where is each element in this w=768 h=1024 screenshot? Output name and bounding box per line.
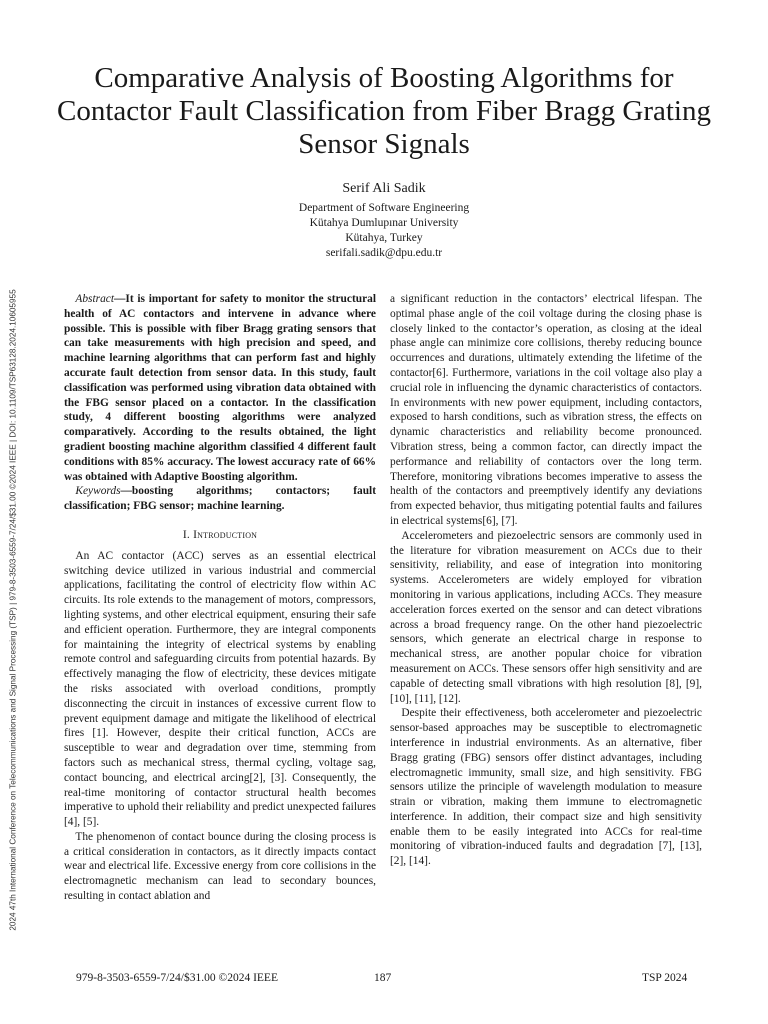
footer-page-number: 187 [374, 972, 392, 984]
section-heading-introduction [64, 528, 376, 543]
right-column [390, 292, 702, 869]
paper-title: Comparative Analysis of Boosting Algorithms for Contactor Fault Classification from Fiber Bragg Grating Sensor Signals [57, 62, 711, 160]
abstract-text: —It is important for safety to monitor the structural health of AC contactors and intervene in advance where possible. This is possible with fiber Bragg grating sensors that can take measurements with high precision and speed, and machine learning algorithms that can perform fast and highly accurate fault detection from sensor data. In this study, fault classification was performed using vibration data obtained with the FBG sensor placed on a contactor. In the classification study, 4 different boosting algorithms were analyzed comparatively. According to the results obtained, the light gradient boosting machine algorithm classified 4 different fault conditions with 85% accuracy. The lowest accuracy rate of 66% was obtained with Adaptive Boosting algorithm. [64, 293, 376, 483]
intro-paragraph-3: Accelerometers and piezoelectric sensors are commonly used in the literature for vibration measurement on ACCs due to their sensitivity, reliability, and ease of integration into monitoring systems. Accelerometers are widely employed for vibration monitoring in various applications, including ACCs. They measure acceleration forces exerted on the sensor and can detect vibrations across a broad frequency range. On the other hand piezoelectric sensors, which generate an electrical charge in response to mechanical stress, are another popular choice for vibration measurement on ACCs. These sensors offer high sensitivity and are capable of detecting small vibrations with high resolution [8], [9], [10], [11], [12]. [390, 529, 702, 705]
author-location: Kütahya, Turkey [345, 232, 423, 244]
doi-sidebar [0, 260, 26, 960]
author-email[interactable]: serifali.sadik@dpu.edu.tr [325, 247, 443, 259]
keywords [64, 484, 376, 514]
intro-paragraph-2-cont: a significant reduction in the contactors’ electrical lifespan. The optimal phase angle of the coil voltage during the closing phase is closely linked to the contactor’s operation, as closing at the ideal phase angle can minimize core collisions, thereby reducing bounce occurrences and durations, ultimately extending the lifetime of the contactor[6]. Furthermore, variations in the coil voltage also play a crucial role in influencing the dynamic characteristics of contactors. In environments with new power equipment, including contactors, exposed to harsh conditions, such as vibration stress, the effects on dynamic characteristics and reliability become pronounced. Vibration stress, being a common factor, can directly impact the performance and reliability of contactors over the long term. Therefore, monitoring vibrations becomes imperative to assess the health of the contactors and preemptively identify any deviations from expected behavior, thus mitigating potential faults and failures in electrical systems[6], [7]. [390, 293, 702, 527]
abstract [64, 292, 376, 484]
author-university: Kütahya Dumlupınar University [309, 217, 459, 229]
keywords-text: —boosting algorithms; contactors; fault classification; FBG sensor; machine learning. [64, 485, 376, 513]
footer-isbn: 979-8-3503-6559-7/24/$31.00 ©2024 IEEE [76, 972, 278, 984]
author-name: Serif Ali Sadik [342, 181, 426, 196]
author-department: Department of Software Engineering [298, 202, 470, 214]
footer-conference: TSP 2024 [642, 972, 688, 984]
keywords-label: Keywords [75, 485, 121, 498]
intro-paragraph-1: An AC contactor (ACC) serves as an essential electrical switching device utilized in various industrial and commercial applications, facilitating the control of electricity flow within AC circuits. Its role extends to the management of motors, compressors, lighting systems, and other electrical equipment, ensuring their safe and efficient operation. Furthermore, they are integral components for maintaining the integrity of electrical systems by enabling remote control and safeguarding circuits from potential hazards. By effectively managing the flow of electricity, these devices mitigate the risks associated with overload conditions, promptly disconnecting the circuit in instances of excessive current flow to prevent equipment damage and mitigate the likelihood of electrical fires [1]. However, despite their critical function, ACCs are susceptible to wear and degradation over time, stemming from factors such as mechanical stress, thermal cycling, voltage sag, contact bouncing, and electrical arcing[2], [3]. Consequently, the real-time monitoring of contactor structural health becomes imperative to uphold their reliability and predict unexpected failures [4], [5]. [64, 549, 376, 829]
intro-paragraph-4: Despite their effectiveness, both accelerometer and piezoelectric sensor-based approaches may be susceptible to electromagnetic interference in industrial environments. As an alternative, fiber Bragg grating (FBG) sensors offer distinct advantages, including electromagnetic immunity, small size, and high sensitivity. FBG sensors utilize the principle of wavelength modulation to measure strain or vibration, making them immune to electromagnetic interference. In addition, their compact size and high sensitivity enable them to be easily integrated into ACCs for real-time monitoring of vibration-induced faults and degradation [7], [13], [2], [14]. [390, 707, 702, 868]
intro-paragraph-2: The phenomenon of contact bounce during the closing process is a critical consideration in contactors, as it directly impacts contact wear and electrical life. Excessive energy from core collisions in the electromagnetic mechanism can lead to secondary bounces, resulting in contact ablation and [64, 830, 376, 903]
left-column [64, 292, 376, 904]
section-numeral: I. [182, 527, 190, 541]
abstract-label: Abstract [75, 293, 114, 305]
author-block [40, 180, 728, 261]
section-title: Introduction [193, 527, 258, 541]
doi-sidebar-text: 2024 47th International Conference on Telecommunications and Signal Processing (TSP) | 979-8-3503-6559-7/24/$31.00 ©2024 IEEE | DOI: 10.1109/TSP63128.2024.10605955 [8, 289, 18, 931]
